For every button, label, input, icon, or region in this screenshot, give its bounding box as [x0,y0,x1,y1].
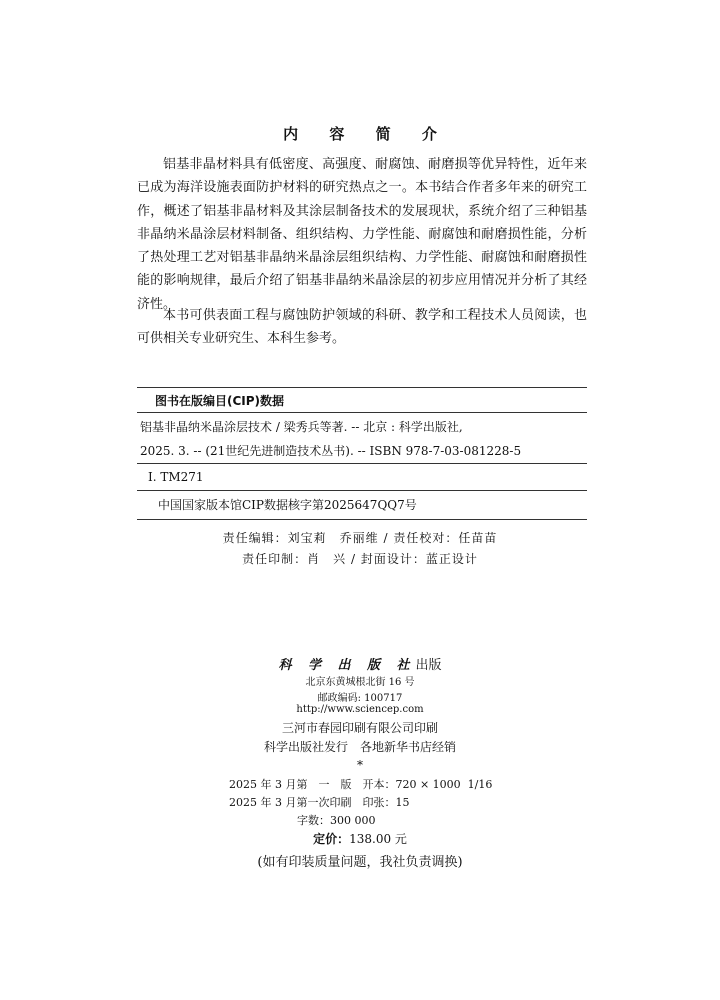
summary-paragraph-2-text: 本书可供表面工程与腐蚀防护领域的科研、教学和工程技术人员阅读，也可供相关专业研究生、本科生参考。 [137,308,587,347]
cip-divider-2 [137,490,587,491]
postcode: 邮政编码: 100717 [317,693,403,704]
cip-heading-rule [137,412,587,413]
publisher-suffix: 出版 [415,658,442,673]
publisher-name: 科 学 出 版 社 [278,658,416,673]
editor-credits: 责任编辑：刘宝莉 乔丽维 / 责任校对：任苗苗 [222,531,498,545]
separator-asterisk: * [357,758,363,772]
word-count: 字数：300 000 [297,814,376,827]
cip-classification: Ⅰ. TM271 [148,470,204,484]
printing-credits: 责任印制：肖 兴 / 封面设计：蓝正设计 [242,552,478,566]
summary-title: 内 容 简 介 [283,125,450,143]
publisher-address: 北京东黄城根北街 16 号 [305,677,415,688]
price-label: 定价： [313,832,350,846]
quality-notice: (如有印装质量问题，我社负责调换) [257,855,463,870]
cip-line-2: 2025. 3. -- (21世纪先进制造技术丛书). -- ISBN 978-7-03-081228-5 [140,444,522,458]
summary-paragraph-2 [137,304,587,351]
cip-record-number: 中国国家版本馆CIP数据核字第2025647QQ7号 [158,498,417,512]
price-value: 138.00 元 [349,832,407,846]
website: http://www.sciencep.com [296,704,424,715]
cip-line-1: 铝基非晶纳米晶涂层技术 / 梁秀兵等著. -- 北京 : 科学出版社, [140,420,463,434]
price-line [0,830,720,847]
cip-bottom-rule [137,519,587,520]
distribution-line: 科学出版社发行 各地新华书店经销 [263,740,456,754]
publisher-line [0,654,720,673]
edition-info: 2025 年 3 月第 一 版 开本：720 × 1000 1/16 [229,778,493,791]
cip-top-rule [137,387,587,388]
cip-heading: 图书在版编目(CIP)数据 [155,394,285,408]
summary-paragraph-1-text: 铝基非晶材料具有低密度、高强度、耐腐蚀、耐磨损等优异特性，近年来已成为海洋设施表面防护材料的研究热点之一。本书结合作者多年来的研究工作，概述了铝基非晶材料及其涂层制备技术的发展现状，系统介绍了三种铝基非晶纳米晶涂层材料制备、组织结构、力学性能、耐腐蚀和耐磨损性能，分析了热处理工艺对铝基非晶纳米晶涂层组织结构、力学性能、耐腐蚀和耐磨损性能的影响规律，最后介绍了铝基非晶纳米晶涂层的初步应用情况并分析了其经济性。 [137,157,587,312]
printer-company: 三河市春园印刷有限公司印刷 [281,721,438,735]
summary-paragraph-1 [137,153,587,316]
printing-run-info: 2025 年 3 月第一次印刷 印张：15 [229,796,410,809]
cip-divider-1 [137,463,587,464]
